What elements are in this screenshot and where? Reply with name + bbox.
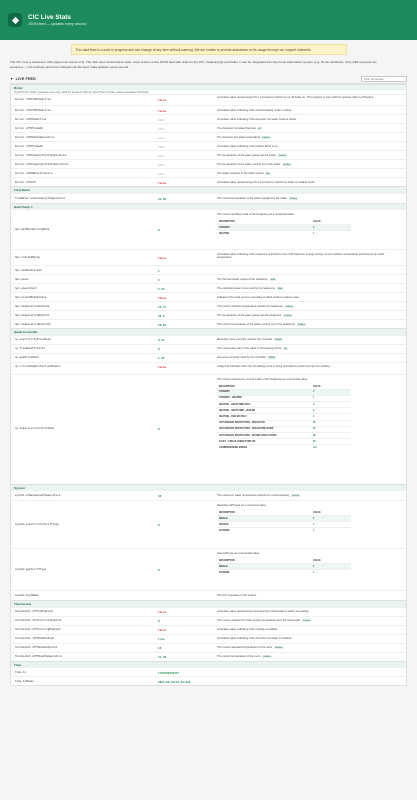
live-feed-table [10, 83, 407, 687]
unit-badge: Celsius [263, 656, 271, 659]
table-row: hp1.limitedByCop false A boolean value indicating if the heatpump is limited by the COP based on energy pricing, current ambient temperature and heat pump outlet temperature. [11, 249, 406, 265]
mode-description: HEATING - BOILER ONLY [217, 414, 311, 420]
table-row: qc.flowRateFiltered 0 The current flow rate of the water in the heating circuit. L/h [11, 344, 406, 353]
mode-value: 3 [311, 408, 351, 414]
unit-badge: Celsius [285, 305, 294, 308]
mode-value: 97 [311, 426, 351, 432]
mode-value: 0 [311, 389, 351, 395]
table-row: time.ts 1705306384327 [11, 667, 406, 676]
mode-row [217, 231, 351, 237]
table-row: system.gasTariffType 0 Gas tariff type as a numerical value. DESCRIPTION VALUE SINGLE 0 DYNAMIC 1 [11, 548, 406, 590]
app-header [0, 0, 417, 40]
group-thermostat: Thermostat [11, 600, 406, 607]
table-row: thermostat.otFtRoomTemperature 21.40 The current temperature of the room. Celsius [11, 652, 406, 661]
table-row: hp1.modbusSlaveId 1 [11, 265, 406, 274]
table-row: qc.circulPumpProtectionEnable false A flag that indicates when the circulating pump is being operated to prevent pump from sticking. [11, 362, 406, 374]
electricity-tariff-table: DESCRIPTION VALUE SINGLE 0 DOUBLE 1 DYNAMIC 2 [217, 511, 351, 534]
table-row: boiler.otFbDhwActive null A boolean value indicating if the domestic hot water mode is active. [11, 114, 406, 123]
table-row: hp1.temperatureWaterIn 24.0 The temperature of the water going into the heatpump. Celsius [11, 310, 406, 319]
mode-description: ANTI-FREEZE PROTECTION - WATER CIRCULATION [217, 432, 311, 438]
table-row: thermostat.otFtDhwEnabled true A boolean value indicating if the domestic hot water is enabled. [11, 634, 406, 643]
group-time: Time [11, 661, 406, 668]
unit-badge: Celsius [262, 136, 270, 139]
unit-badge: L/h [257, 127, 262, 130]
table-row: boiler.otFbChModeActive false A boolean value indicating if the central heating mode is active. [11, 105, 406, 114]
unit-badge: Celsius [278, 154, 286, 157]
unit-badge: Celsius [274, 647, 283, 650]
table-row: system.electricityTariffType 0 Electricity tariff type as a numerical value. DESCRIPTION VALUE SINGLE 0 DOUBLE 1 DYNAMIC 2 [11, 500, 406, 548]
gas-tariff-table: DESCRIPTION VALUE SINGLE 0 DYNAMIC 1 [217, 559, 351, 576]
unit-badge: Bar [266, 172, 270, 175]
table-row: boiler.otFbFlameOn null The domestic hot water flow rate L/h [11, 123, 406, 132]
unit-badge: Celsius [284, 314, 292, 317]
table-row: system.hostName The CIC hostname of the system. [11, 590, 406, 600]
app-logo-icon [8, 13, 22, 27]
table-row: boiler.otFbWaterPressure null The water pressure in the boiler system Bar [11, 168, 406, 177]
mode-value: 96 [311, 420, 351, 426]
table-row: boiler.otFbSupplyInletTemperature null The temperature of the water going into the boiler. Celsius [11, 150, 406, 159]
mode-description: STANDBY - HEATING [217, 395, 311, 401]
mode-value: 2 [311, 401, 351, 407]
table-row: boiler.otFbFlameOn null A boolean value indicating if the boiler's flame is on. [11, 141, 406, 150]
unit-badge: €/kWh [275, 339, 282, 342]
mode-description: HEATING - HEATPUMP ONLY [217, 401, 311, 407]
filter-input[interactable] [361, 76, 407, 82]
mode-description: STANDBY [217, 225, 311, 231]
unit-badge: Celsius [291, 495, 300, 498]
table-row: thermostat.otFtChEnabled false A boolean value representing command from thermostat to switch on heating. [11, 607, 406, 616]
unit-badge: Celsius [282, 163, 291, 166]
group-system: System [11, 484, 406, 491]
unit-badge: Celsius [289, 197, 298, 200]
mode-description: ANTI-FREEZE PROTECTION - BOILER PRE-PUMP [217, 426, 311, 432]
caret-down-icon[interactable]: ▼ [10, 76, 14, 81]
hp-mode-table: DESCRIPTION VALUE STANDBY 0 HEATING 1 [217, 220, 351, 237]
table-row: time.tsHuman 2024-06-15T22:25:02Z [11, 676, 406, 685]
app-subtitle: JSON feed — updates every second [28, 21, 87, 26]
mode-description: DOUBLE [217, 522, 311, 528]
mode-description: ANTI-FREEZE PROTECTION - BOILER ON [217, 420, 311, 426]
mode-value: 0 [311, 225, 351, 231]
warning-banner: This data feed is a work in progress and can change at any time without warning. We are unable to provide assistance on its usage through our support channels. [71, 44, 347, 55]
group-boiler-desc: OpenTherm boiler properties are only valid for systems with an OpenTherm boiler unless specified otherwise. [14, 90, 150, 95]
mode-row [217, 528, 351, 534]
table-row: hp1.power 0 The thermal power output of the heatpump. Watt [11, 274, 406, 283]
mode-value: 99 [311, 439, 351, 445]
intro-text: The CIC runs a webserver (this page is an output of it). The URL /json shows these stats. Jurys returns a live JSON feed with stats for the CIC, heatpump(s) and boiler. It can be integrated into any home automation system (e.g. Home Assistant). Only GET requests are accepted — CIC settings cannot be changed via this feed. Data updates every second. [10, 60, 377, 69]
live-feed-header[interactable] [10, 76, 407, 82]
group-heat-pump-1: Heat Pump 1 [11, 203, 406, 210]
table-row: system.chRequestedTemperature 40 The maximum water temperature setpoint for central heating. Celsius [11, 490, 406, 500]
mode-row [217, 570, 351, 576]
table-row: hp1.temperatureOutside 25.77 The current ambient temperature outside the heatpump. Celsius [11, 301, 406, 310]
mode-value: 1 [311, 570, 351, 576]
table-row: qc.supervisoryControlMode 0 The current supervisory control mode of the heatpump as a numerical value. DESCRIPTION VALUE STANDBY 0 STANDBY - HEATING 1 HEATING - HEATPUMP ONLY 2 HEATING - HEATPUMP + BOILER 3 HEATING - BOILER ONLY 4 ANTI-FREEZE PROTECTION - BOILER ON 96 ANTI-FREEZE PROTECTION - BOILER PRE-PUMP 97 ANTI-FREEZE PROTECTION - WATER CIRCULATION 98 FAULT - CIRCULATION PUMP ON 99 COMMISSIONING MODES 1xx [11, 374, 406, 484]
mode-value: 1 [311, 395, 351, 401]
unit-badge: Celsius [302, 620, 311, 623]
mode-description: HEATING - HEATPUMP + BOILER [217, 408, 311, 414]
mode-description: DYNAMIC [217, 528, 311, 534]
mode-description: SINGLE [217, 516, 311, 522]
mode-value: 1 [311, 522, 351, 528]
table-row: boiler.otFbDhwTemperature null The domestic hot water temperature Celsius [11, 132, 406, 141]
table-row: qc.electricityPriceUsed 0.12 Electricity price currently used by the controller. €/kWh [11, 335, 406, 344]
table-row: thermostat.otFtRoomSetpoint 18 The current adjusted temperature for the room. Celsius [11, 643, 406, 652]
table-row: flowMeter.waterSupplyTemperature 22.85 The current temperature of the water supplied by the boiler. Celsius [11, 193, 406, 203]
mode-value: 4 [311, 414, 351, 420]
group-quatt-controller: Quatt Controller [11, 328, 406, 335]
table-row: hp1.getMainWorkingMode 0 The current working mode of the heatpump as a numerical value. DESCRIPTION VALUE STANDBY 0 HEATING 1 [11, 209, 406, 249]
mode-value: 0 [311, 564, 351, 570]
table-row: hp1.powerInput 5.33 The electrical power consumed by the heatpump. Watt [11, 283, 406, 292]
live-feed-label: LIVE FEED [15, 76, 36, 81]
mode-description: STANDBY [217, 389, 311, 395]
qc-mode-table: DESCRIPTION VALUE STANDBY 0 STANDBY - HEATING 1 HEATING - HEATPUMP ONLY 2 HEATING - HEATPUMP + BOILER 3 HEATING - BOILER ONLY 4 ANTI-FREEZE PROTECTION - BOILER ON 96 ANTI-FREEZE PROTECTION - BOILER PRE-PUMP 97 ANTI-FREEZE PROTECTION - WATER CIRCULATION 98 FAULT - CIRCULATION PUMP ON 99 COMMISSIONING MODES 1xx [217, 385, 351, 451]
table-row: qc.gasPriceUsed 1.35 Gas price currently used by the controller. €/kWh [11, 353, 406, 362]
mode-description: DYNAMIC [217, 570, 311, 576]
unit-badge: Watt [270, 278, 276, 281]
group-boiler: Boiler [11, 84, 406, 91]
table-row: boiler.otFbSupplyOutletTemperature null The temperature of the water coming out of the boiler. Celsius [11, 159, 406, 168]
table-row: hp1.temperatureWaterOut 28.81 The current temperature of the water coming out of the heatpump. Celsius [11, 319, 406, 328]
unit-badge: Watt [277, 287, 283, 290]
mode-description: FAULT - CIRCULATION PUMP ON [217, 439, 311, 445]
mode-description: HEATING [217, 231, 311, 237]
mode-row [217, 445, 351, 451]
table-row: boiler.otFbChModeActive false A boolean value representing CIC's command to switch an on-off boiler on. This property is only valid for systems with on-off boilers. [11, 94, 406, 105]
mode-description: SINGLE [217, 564, 311, 570]
table-row: boiler.otTbCH false A boolean value representing CIC's command to switch the boiler to heating mode. [11, 177, 406, 186]
app-title: CIC Live Stats [28, 13, 71, 21]
table-row: thermostat.otFtCoolingEnabled false A boolean value indicating if the cooling is enabled. [11, 625, 406, 634]
mode-value: 2 [311, 528, 351, 534]
table-row: hp1.silentModeStatus false Indicates if the heat pump is operating in silent mode to reduce noise. [11, 292, 406, 301]
unit-badge: L/h [283, 348, 288, 351]
mode-value: 98 [311, 432, 351, 438]
mode-value: 0 [311, 516, 351, 522]
table-row: thermostat.otFtControlSetpoint 0 The current setpoint for water supply temperature from the thermostat. Celsius [11, 616, 406, 625]
mode-value: 1 [311, 231, 351, 237]
mode-value: 1xx [311, 445, 351, 451]
unit-badge: €/kWh [268, 357, 276, 360]
unit-badge: Celsius [297, 323, 306, 326]
mode-description: COMMISSIONING MODES [217, 445, 311, 451]
group-flow-meter: Flow Meter [11, 186, 406, 193]
